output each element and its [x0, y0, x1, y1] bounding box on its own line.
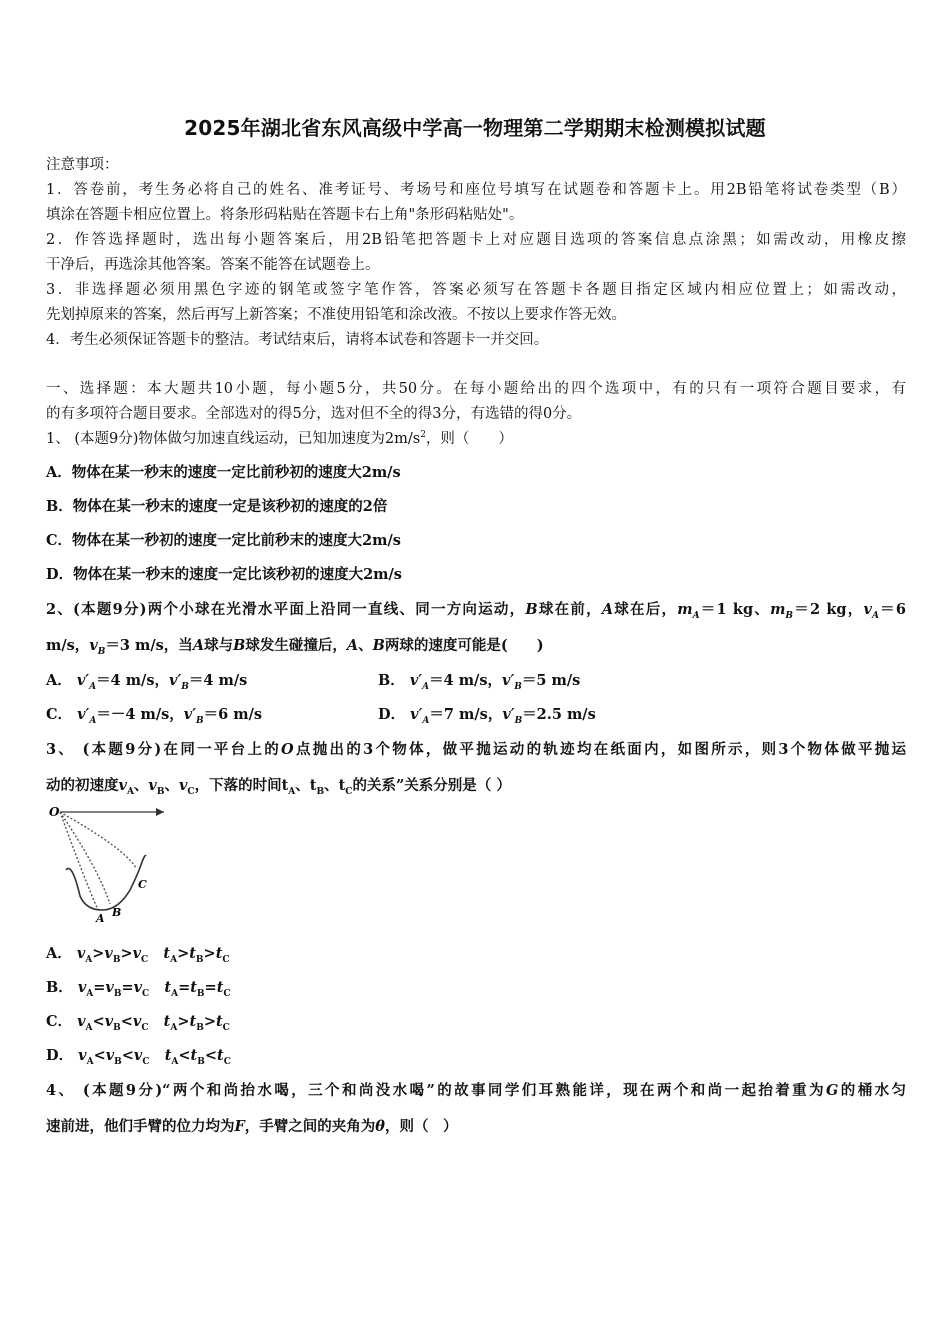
q3-option-a: A． $v_A>v_B>v_C$ $t_A>t_B>t_C$ [46, 945, 230, 965]
trajectory-c [60, 812, 136, 868]
q3-trajectory-figure [46, 798, 166, 923]
q3-stem-line1: 3、 (本题9分)在同一平台上的O点抛出的3个物体，做平抛运动的轨迹均在纸面内，如图所示，则3个物体做平抛运 [46, 741, 906, 758]
notice-line: 2．作答选择题时，选出每小题答案后，用2B铅笔把答题卡上对应题目选项的答案信息点涂黑；如需改动，用橡皮擦 [46, 232, 906, 248]
q2-option-d: D． $v'_A=7$ m/s，$v'_B=2.5$ m/s [378, 706, 596, 726]
q3-option-d: D． $v_A<v_B<v_C$ $t_A<t_B<t_C$ [46, 1047, 231, 1067]
notice-heading: 注意事项： [46, 157, 119, 173]
notice-line: 1．答卷前，考生务必将自己的姓名、准考证号、考场号和座位号填写在试题卷和答题卡上。用2B铅笔将试卷类型（B） [46, 182, 906, 198]
trajectory-a [60, 812, 98, 910]
label-o: O [49, 805, 60, 819]
page-title: 2025年湖北省东风高级中学高一物理第二学期期末检测模拟试题 [184, 116, 766, 140]
q4-stem-line1: 4、 (本题9分)“两个和尚抬水喝，三个和尚没水喝”的故事同学们耳熟能详，现在两个和尚一起抬着重为G的桶水匀 [46, 1082, 907, 1099]
label-a: A [96, 912, 105, 923]
q1-option-b: B．物体在某一秒末的速度一定是该秒初的速度的2倍 [46, 498, 388, 515]
q2-option-a: A． $v'_A=4$ m/s，$v'_B=4$ m/s [46, 672, 248, 692]
q2-stem-line1: 2、(本题9分)两个小球在光滑水平面上沿同一直线、同一方向运动，B球在前，A球在后，$m_A=1$ kg、$m_B=2$ kg，$v_A=6$ [46, 601, 907, 621]
label-b: B [112, 906, 122, 919]
q1-option-c: C．物体在某一秒初的速度一定比前秒末的速度大2m/s [46, 532, 401, 549]
q1-option-a: A．物体在某一秒末的速度一定比前秒初的速度大2m/s [46, 464, 401, 481]
notice-line: 4．考生必须保证答题卡的整洁。考试结束后，请将本试卷和答题卡一并交回。 [46, 332, 549, 348]
notice-line: 先划掉原来的答案，然后再写上新答案；不准使用铅笔和涂改液。不按以上要求作答无效。 [46, 307, 626, 323]
q4-stem-line2: 速前进，他们手臂的位力均为F，手臂之间的夹角为θ，则（ ） [46, 1118, 458, 1135]
notice-line: 干净后，再选涂其他答案。答案不能答在试题卷上。 [46, 257, 380, 273]
q2-option-b: B． $v'_A=4$ m/s，$v'_B=5$ m/s [378, 672, 581, 692]
q1-option-d: D．物体在某一秒末的速度一定比该秒初的速度大2m/s [46, 566, 402, 583]
label-c: C [138, 878, 147, 891]
q1-stem: 1、 (本题9分)物体做匀加速直线运动，已知加速度为$2m/s^2$，则（ ） [46, 430, 513, 447]
q3-stem-line2: 动的初速度$v_A$、$v_B$、$v_C$，下落的时间$t_A$、$t_B$、$t_C$的关系”关系分别是（ ） [46, 777, 511, 797]
q2-option-c: C． $v'_A=-4$ m/s，$v'_B=6$ m/s [46, 706, 263, 726]
ground-curve [66, 856, 146, 910]
arrow-head-icon [156, 808, 164, 816]
q3-option-b: B． $v_A=v_B=v_C$ $t_A=t_B=t_C$ [46, 979, 231, 999]
q3-option-c: C． $v_A<v_B<v_C$ $t_A>t_B>t_C$ [46, 1013, 230, 1033]
notice-line: 填涂在答题卡相应位置上。将条形码粘贴在答题卡右上角"条形码粘贴处"。 [46, 207, 524, 223]
section-heading: 一、选择题：本大题共10小题，每小题5分，共50分。在每小题给出的四个选项中，有的只有一项符合题目要求，有 [46, 381, 906, 397]
notice-line: 3．非选择题必须用黑色字迹的钢笔或签字笔作答，答案必须写在答题卡各题目指定区域内相应位置上；如需改动， [46, 282, 906, 298]
trajectory-b [60, 812, 110, 904]
section-heading-cont: 的有多项符合题目要求。全部选对的得5分，选对但不全的得3分，有选错的得0分。 [46, 406, 582, 422]
q2-stem-line2: m/s，$v_B=3$ m/s，当A球与B球发生碰撞后，A、B两球的速度可能是( ) [46, 637, 544, 657]
